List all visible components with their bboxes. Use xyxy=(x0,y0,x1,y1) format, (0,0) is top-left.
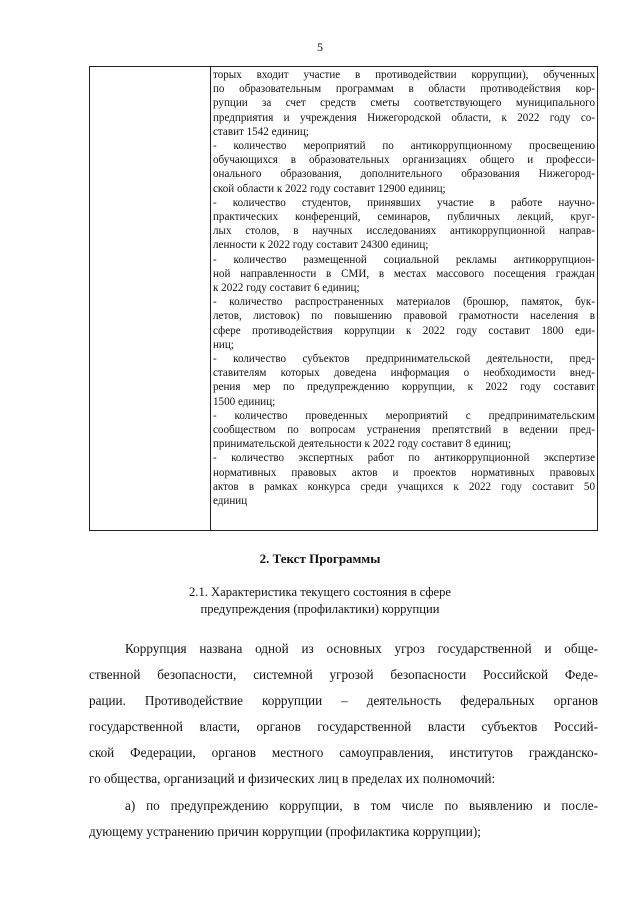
table-cell-line: по образовательным программам в области противодействия кор- xyxy=(213,83,595,96)
body-line: Коррупция названа одной из основных угроз государственной и обще- xyxy=(125,641,598,656)
subsection-title-line: 2.1. Характеристика текущего состояния в сфере xyxy=(189,585,451,599)
body-line: дующему устранению причин коррупции (профилактика коррупции); xyxy=(89,823,481,839)
table-cell-line: - количество субъектов предпринимательской деятельности, пред- xyxy=(213,353,595,366)
body-line: ственной безопасности, системной угрозой безопасности Российской Феде- xyxy=(89,667,598,683)
table-cell-line: рупции за счет средств сметы соответствующего муниципального xyxy=(213,97,595,110)
table-cell-line: - количество экспертных работ по антикоррупционной экспертизе xyxy=(213,452,595,465)
table-cell-line: рения мер по предупреждению коррупции, к 2022 году составит xyxy=(213,381,595,394)
table-cell-line: сообществом по вопросам устранения препятствий в ведении пред- xyxy=(213,424,595,437)
table-cell-line: - количество распространенных материалов (брошюр, памяток, бук- xyxy=(213,296,595,309)
table-cell-line: ской области к 2022 году составит 12900 единиц; xyxy=(213,182,446,195)
table-cell-line: онального образования, дополнительного образования Нижегород- xyxy=(213,168,595,181)
table-right-cell xyxy=(211,67,597,530)
table-cell-line: практических конференций, семинаров, публичных лекций, круг- xyxy=(213,211,595,224)
table-cell-line: торых входит участие в противодействии коррупции), обученных xyxy=(213,69,595,81)
table-cell-line: - количество размещенной социальной рекламы антикоррупцион- xyxy=(213,253,595,266)
table-cell-line: ставителям которых доведена информация о необходимости внед- xyxy=(213,367,595,380)
table-cell-line: ной направленности в СМИ, в местах массового посещения граждан xyxy=(213,267,595,280)
table-cell-line: ниц; xyxy=(213,338,234,351)
table-cell-line: сфере противодействия коррупции к 2022 году составит 1800 еди- xyxy=(213,324,595,337)
section-title: 2. Текст Программы xyxy=(259,551,381,566)
subsection-title-line: предупреждения (профилактики) коррупции xyxy=(200,602,440,616)
table-cell-line: - количество студентов, принявших участие в работе научно- xyxy=(213,196,595,209)
indicators-table xyxy=(89,66,598,531)
subsection-title xyxy=(0,584,640,618)
body-line: а) по предупреждению коррупции, в том числе по выявлению и после- xyxy=(125,797,598,813)
body-line: го общества, организаций и физических лиц в пределах их полномочий: xyxy=(89,771,496,787)
table-cell-line: ставит 1542 единиц; xyxy=(213,125,309,138)
table-cell-line: - количество проведенных мероприятий с предпринимательским xyxy=(213,409,595,422)
table-cell-line: предприятия и учреждения Нижегородской области, к 2022 году со- xyxy=(213,111,595,124)
table-cell-line: 1500 единиц; xyxy=(213,395,276,408)
table-cell-line: - количество мероприятий по антикоррупционному просвещению xyxy=(213,140,595,153)
table-cell-line: единиц xyxy=(213,495,248,508)
body-line: ской Федерации, органов местного самоуправления, институтов гражданско- xyxy=(89,745,598,761)
table-cell-line: нормативных правовых актов и проектов нормативных правовых xyxy=(213,466,595,479)
table-cell-line: принимательской деятельности к 2022 году составит 8 единиц; xyxy=(213,438,512,451)
table-cell-line: летов, листовок) по повышению правовой грамотности населения в xyxy=(213,310,595,323)
table-cell-line: обучающихся в образовательных организациях общего и професси- xyxy=(213,154,595,167)
table-cell-line: ленности к 2022 году составит 24300 единиц; xyxy=(213,239,429,252)
page-number: 5 xyxy=(317,40,323,54)
table-cell-line: лых столов, в научных исследованиях антикоррупционной направ- xyxy=(213,225,595,238)
table-left-cell xyxy=(90,67,211,530)
body-line: рации. Противодействие коррупции – деятельность федеральных органов xyxy=(89,693,598,709)
table-cell-line: к 2022 году составит 6 единиц; xyxy=(213,282,360,295)
body-line: государственной власти, органов государственной власти субъектов Россий- xyxy=(89,719,598,735)
body-text xyxy=(89,636,598,845)
table-cell-line: актов в рамках конкурса среди учащихся к 2022 году составит 50 xyxy=(213,480,595,493)
